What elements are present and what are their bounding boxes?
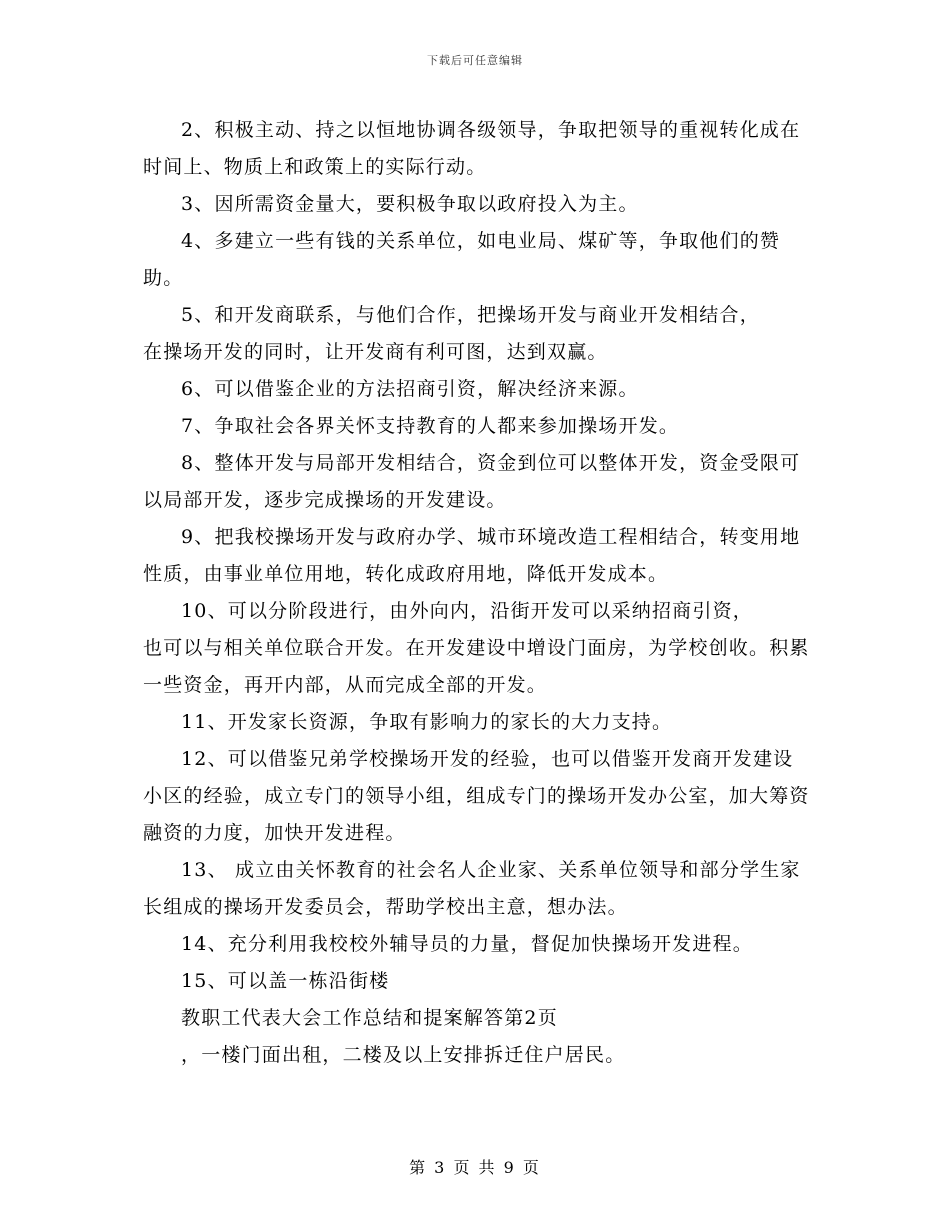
paragraph-item-5: 5、和开发商联系，与他们合作，把操场开发与商业开发相结合， bbox=[181, 304, 760, 326]
paragraph-item-4: 4、多建立一些有钱的关系单位，如电业局、煤矿等，争取他们的赞助。 bbox=[143, 230, 781, 289]
paragraph-item-2: 2、积极主动、持之以恒地协调各级领导，争取把领导的重视转化成在时间上、物质上和政策上的实际行动。 bbox=[143, 119, 801, 178]
paragraph-item-11: 11、开发家长资源，争取有影响力的家长的大力支持。 bbox=[181, 711, 673, 733]
paragraph-item-9: 9、把我校操场开发与政府办学、城市环境改造工程相结合，转变用地性质，由事业单位用地，转化成政府用地，降低开发成本。 bbox=[143, 526, 801, 585]
page-header: 下载后可任意编辑 bbox=[427, 54, 523, 67]
paragraph-item-8: 8、整体开发与局部开发相结合，资金到位可以整体开发，资金受限可以局部开发，逐步完成操场的开发建设。 bbox=[143, 452, 801, 511]
paragraph-item-12: 12、可以借鉴兄弟学校操场开发的经验，也可以借鉴开发商开发建设小区的经验，成立专门的领导小组，组成专门的操场开发办公室，加大筹资融资的力度，加快开发进程。 bbox=[143, 748, 810, 844]
paragraph-item-15: 15、可以盖一栋沿街楼 bbox=[181, 970, 390, 992]
paragraph-item-7: 7、争取社会各界关怀支持教育的人都来参加操场开发。 bbox=[181, 415, 680, 437]
paragraph-item-15-continued: ，一楼门面出租，二楼及以上安排拆迁住户居民。 bbox=[181, 1044, 626, 1066]
paragraph-item-5-continued: 在操场开发的同时，让开发商有利可图，达到双赢。 bbox=[143, 341, 608, 363]
paragraph-item-6: 6、可以借鉴企业的方法招商引资，解决经济来源。 bbox=[181, 378, 639, 400]
paragraph-item-13: 13、 成立由关怀教育的社会名人企业家、关系单位领导和部分学生家长组成的操场开发委员会，帮助学校出主意，想办法。 bbox=[143, 859, 801, 918]
document-body bbox=[143, 112, 813, 1074]
paragraph-item-10-continued: 也可以与相关单位联合开发。在开发建设中增设门面房，为学校创收。积累一些资金，再开内部，从而完成全部的开发。 bbox=[143, 637, 810, 696]
paragraph-item-3: 3、因所需资金量大，要积极争取以政府投入为主。 bbox=[181, 193, 639, 215]
paragraph-item-14: 14、充分利用我校校外辅导员的力量，督促加快操场开发进程。 bbox=[181, 933, 753, 955]
page-footer: 第 3 页 共 9 页 bbox=[409, 1158, 541, 1177]
inline-page-marker: 教职工代表大会工作总结和提案解答第2页 bbox=[181, 1007, 558, 1029]
paragraph-item-10: 10、可以分阶段进行，由外向内，沿街开发可以采纳招商引资， bbox=[181, 600, 753, 622]
